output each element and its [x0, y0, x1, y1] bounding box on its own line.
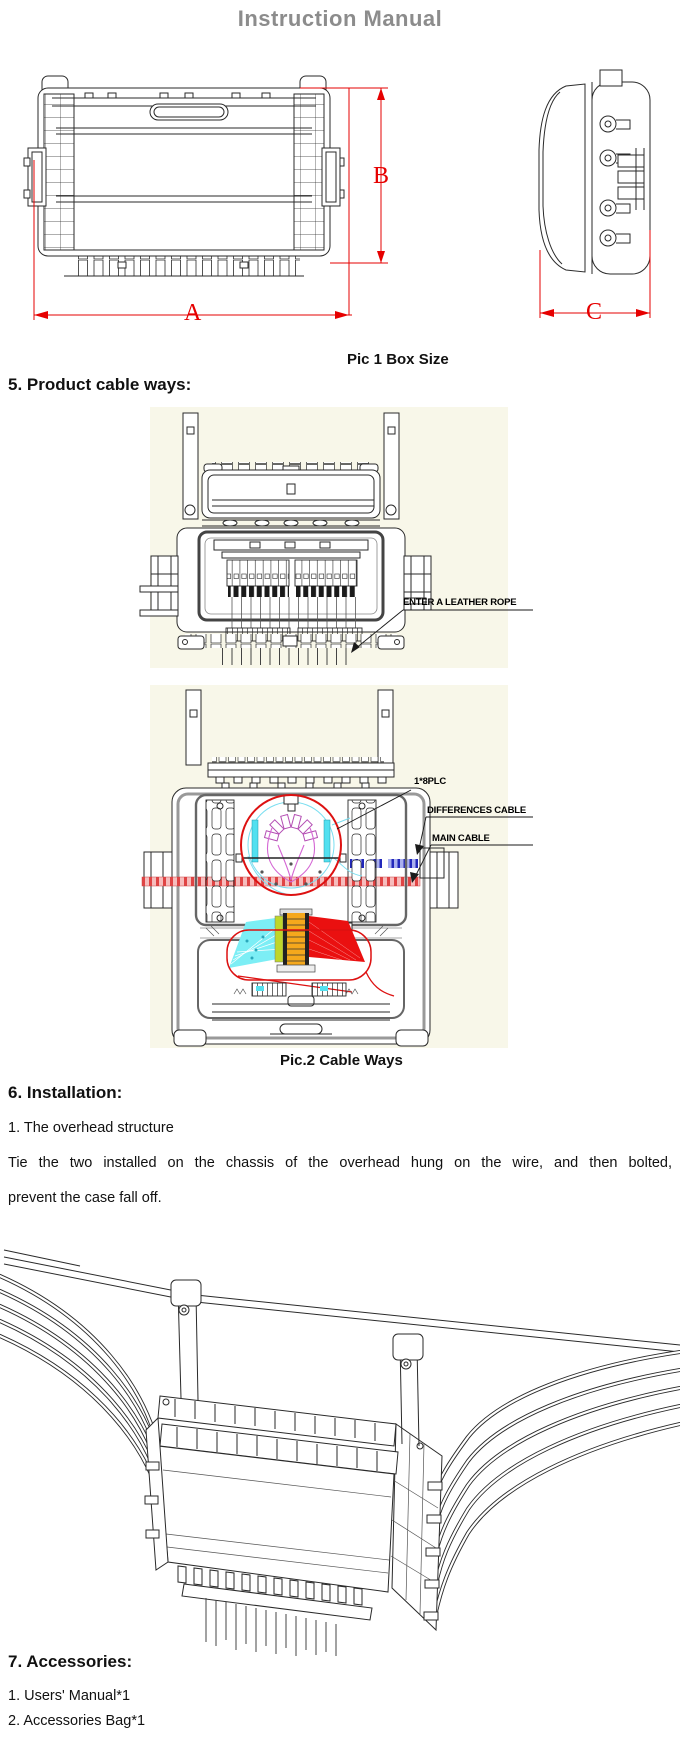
- label-main-cable: MAIN CABLE: [432, 833, 490, 844]
- caption-pic1: Pic 1 Box Size: [347, 351, 449, 368]
- hinge-row: [202, 520, 380, 526]
- cable-ways-top-drawing: [150, 407, 540, 668]
- open-lid: [202, 462, 380, 518]
- heading-installation: 6. Installation:: [8, 1083, 123, 1102]
- closure-box-3d: [145, 1396, 442, 1656]
- accessory-item-2: 2. Accessories Bag*1: [8, 1713, 146, 1729]
- caption-pic2: Pic.2 Cable Ways: [280, 1052, 403, 1069]
- label-enter-leather-rope: ENTER A LEATHER ROPE: [403, 597, 517, 608]
- page-title: Instruction Manual: [237, 6, 443, 31]
- installation-paragraph-line1: Tie the two installed on the chassis of the overhead hung on the wire, and then bolted,: [8, 1155, 672, 1171]
- dim-label-c: C: [586, 299, 603, 325]
- main-cable-band: [142, 877, 420, 886]
- dim-label-a: A: [184, 300, 202, 326]
- accessory-item-1: 1. Users' Manual*1: [8, 1688, 131, 1704]
- dim-label-b: B: [373, 163, 390, 189]
- installation-item: 1. The overhead structure: [8, 1120, 174, 1136]
- box-body: [140, 528, 431, 665]
- drop-cables-right: [435, 1352, 680, 1616]
- side-view: [539, 70, 650, 274]
- label-differences-cable: DIFFERENCES CABLE: [427, 805, 526, 816]
- front-view: [24, 76, 344, 276]
- cable-ways-open-drawing: [150, 685, 540, 1048]
- heading-accessories: 7. Accessories:: [8, 1652, 133, 1671]
- label-1x8plc: 1*8PLC: [414, 776, 447, 787]
- messenger-wire: [4, 1250, 680, 1352]
- box-size-drawing: [0, 60, 680, 320]
- installation-paragraph-line2: prevent the case fall off.: [8, 1190, 162, 1206]
- installation-drawing: [0, 1240, 680, 1660]
- heading-cable-ways: 5. Product cable ways:: [8, 375, 192, 394]
